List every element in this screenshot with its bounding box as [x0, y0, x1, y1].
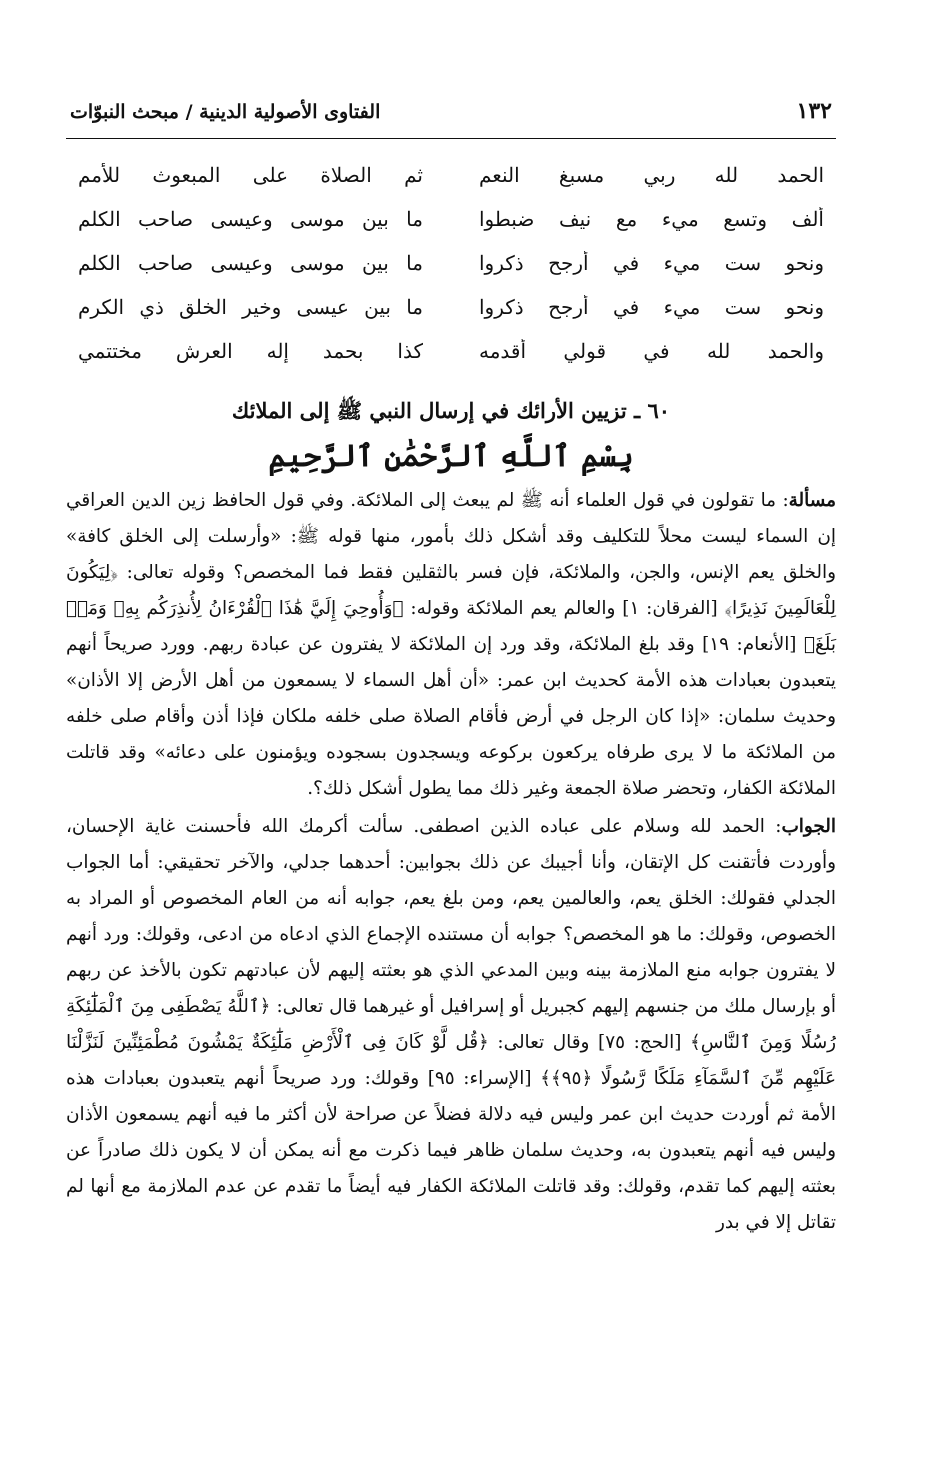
book-page — [66, 98, 836, 1241]
verse-first-hemistich: ونحو ست ميء في أرجح ذكروا — [479, 251, 824, 275]
answer-text: : الحمد لله وسلام على عباده الذين اصطفى. سألت أكرمك الله فأحسنت غاية الإحسان، وأوردت فأتقنت كل الإتقان، وأنا أجيبك عن ذلك بجوابين: أحدهما جدلي، والآخر تحقيقي: أما الجواب الجدلي فقولك: الخلق يعم، والعالمين يعم، ومن بلغ يعم، جوابه أنه من العام المخصوص أو المراد به الخصوص، وقولك: ما هو المخصص؟ جوابه أن مستنده الإجماع الذي ادعاه من ادعى، وقولك: ورد أنهم لا يفترون جوابه منع الملازمة بينه وبين المدعي الذي هو بعثته إليهم لأن عبادتهم تكون بالأخذ عن ربهم أو بإرسال ملك من جنسهم إليهم كجبريل أو إسرافيل أو غيرهما قال تعالى: ﴿ٱللَّهُ يَصْطَفِى مِنَ ٱلْمَلَٰٓئِكَةِ رُسُلًا وَمِنَ ٱلنَّاسِ﴾ [الحج: ٧٥] وقال تعالى: ﴿قُل لَّوْ كَانَ فِى ٱلْأَرْضِ مَلَٰٓئِكَةٌ يَمْشُونَ مُطْمَئِنِّينَ لَنَزَّلْنَا عَلَيْهِم مِّنَ ٱلسَّمَآءِ مَلَكًا رَّسُولًا ﴿٩٥﴾﴾ [الإسراء: ٩٥] وقولك: ورد صريحاً أنهم يتعبدون بعبادات هذه الأمة ثم أوردت حديث ابن عمر وليس فيه دلالة فضلاً عن صراحة لأن أكثر ما فيه أنهم يسمعون الأذان وليس فيه أنهم يتعبدون به، وحديث سلمان ظاهر فيما ذكرت مع أنه يمكن أن لا يكون ذلك صادراً عن بعثته إليهم كما تقدم، وقولك: وقد قاتلت الملائكة الكفار فيه أيضاً ما تقدم عن عدم الملازمة مع أنها لم تقاتل إلا في بدر — [66, 816, 836, 1233]
poem-verse — [66, 241, 836, 285]
body-text — [66, 483, 836, 1241]
page-header — [66, 98, 836, 139]
verse-second-hemistich: كذا بحمد إله العرش مختتمي — [78, 339, 423, 363]
verse-second-hemistich: ما بين موسى وعيسى صاحب الكلم — [78, 207, 423, 231]
poem — [66, 153, 836, 373]
answer-lead: الجواب — [781, 816, 836, 837]
verse-first-hemistich: والحمد لله في قولي أقدمه — [479, 339, 824, 363]
verse-first-hemistich: الحمد لله ربي مسبغ النعم — [479, 163, 824, 187]
question-text: : ما تقولون في قول العلماء أنه ﷺ لم يبعث إلى الملائكة. وفي قول الحافظ زين الدين العراقي إن السماء ليست محلاً للتكليف وقد أشكل ذلك بأمور، منها قوله ﷺ: «وأرسلت إلى الخلق كافة» والخلق يعم الإنس، والجن، والملائكة، فإن فسر بالثقلين فقط فما المخصص؟ وقوله تعالى: ﴿لِيَكُونَ لِلْعَالَمِينَ نَذِيرًا﴾ [الفرقان: ١] والعالم يعم الملائكة وقوله: ﴿وَأُوحِيَ إِلَيَّ هَٰذَا ٱلْقُرْءَانُ لِأُنذِرَكُم بِهِۦ وَمَنۢ بَلَغَ﴾ [الأنعام: ١٩] وقد بلغ الملائكة، وقد ورد إن الملائكة لا يفترون عن عبادة ربهم. وورد صريحاً أنهم يتعبدون بعبادات هذه الأمة كحديث ابن عمر: «أن أهل السماء لا يسمعون من أهل الأرض إلا الأذان» وحديث سلمان: «إذا كان الرجل في أرض فأقام الصلاة صلى خلفه ملكان فإذا أذن وأقام صلى خلفه من الملائكة ما لا يرى طرفاه يركعون بركوعه ويسجدون بسجوده ويؤمنون على دعائه» وقد قاتلت الملائكة الكفار، وتحضر صلاة الجمعة وغير ذلك مما يطول أشكل ذلك؟. — [66, 490, 837, 799]
section-title: ٦٠ ـ تزيين الأرائك في إرسال النبي ﷺ إلى الملائك — [231, 398, 671, 423]
answer-paragraph — [66, 809, 836, 1241]
question-paragraph — [66, 483, 836, 807]
poem-verse — [66, 329, 836, 373]
page-number: ١٣٢ — [796, 98, 832, 124]
basmala: بِسْمِ ٱللَّهِ ٱلرَّحْمَٰنِ ٱلرَّحِيمِ — [268, 439, 634, 474]
verse-second-hemistich: ما بين عيسى وخير الخلق ذي الكرم — [78, 295, 423, 319]
poem-verse — [66, 197, 836, 241]
verse-first-hemistich: ألف وتسع ميء مع نيف ضبطوا — [479, 207, 824, 231]
poem-verse — [66, 153, 836, 197]
verse-first-hemistich: ونحو ست ميء في أرجح ذكروا — [479, 295, 824, 319]
verse-second-hemistich: ثم الصلاة على المبعوث للأمم — [78, 163, 423, 187]
question-lead: مسألة — [788, 490, 836, 511]
running-title: الفتاوى الأصولية الدينية / مبحث النبوّات — [70, 101, 381, 123]
verse-second-hemistich: ما بين موسى وعيسى صاحب الكلم — [78, 251, 423, 275]
poem-verse — [66, 285, 836, 329]
